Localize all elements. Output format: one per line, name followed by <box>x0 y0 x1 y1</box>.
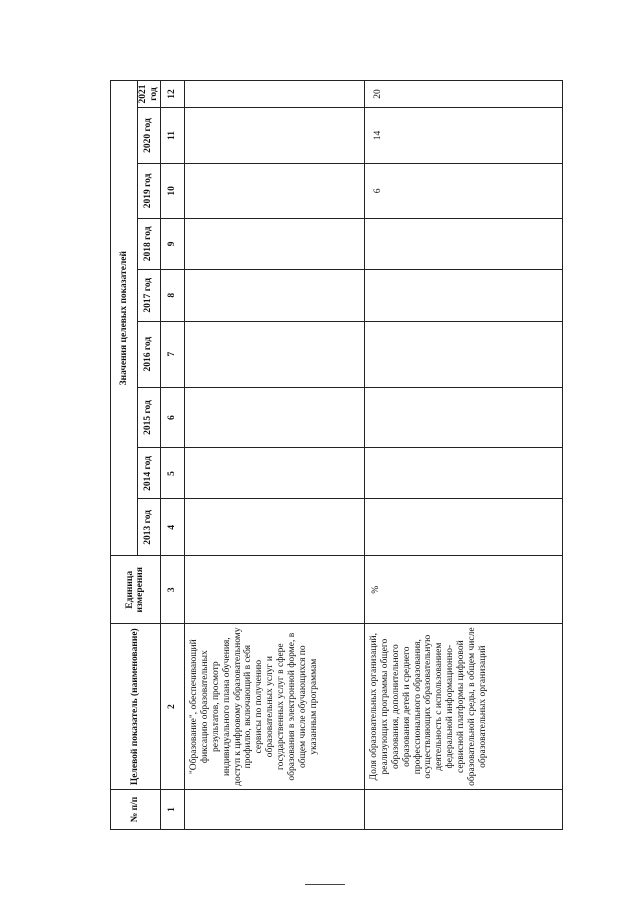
header-values-group: Значения целевых показателей <box>111 81 138 556</box>
value-cell <box>184 81 364 108</box>
table-row <box>364 81 562 830</box>
rotated-landscape-page <box>110 80 540 830</box>
value-cell <box>184 108 364 164</box>
column-number: 12 <box>160 81 184 108</box>
target-indicators-table <box>110 80 563 830</box>
row-num <box>184 790 364 830</box>
header-year: 2013 год <box>138 499 161 556</box>
header-unit: Единица измерения <box>111 556 161 624</box>
value-cell <box>184 499 364 556</box>
column-number: 4 <box>160 499 184 556</box>
value-cell: 6 <box>364 163 562 218</box>
column-number: 5 <box>160 448 184 499</box>
value-cell <box>184 448 364 499</box>
header-year: 2017 год <box>138 269 161 321</box>
column-number: 1 <box>160 790 184 830</box>
header-year: 2014 год <box>138 448 161 499</box>
value-cell <box>184 269 364 321</box>
header-year: 2021 год <box>138 81 161 108</box>
indicator-text: Доля образовательных организаций, реализующих программы общего образования, дополнительного образования детей и среднего профессионального образования, осуществляющих образовательную деятельность с использованием федеральной информационно-сервисной платформы цифровой образовательной среды, в общем числе образовательных организаций <box>364 624 562 790</box>
value-cell: 20 <box>364 81 562 108</box>
row-unit <box>184 556 364 624</box>
header-year: 2019 год <box>138 163 161 218</box>
value-cell <box>364 448 562 499</box>
column-number: 8 <box>160 269 184 321</box>
column-number: 6 <box>160 387 184 448</box>
header-year: 2020 год <box>138 108 161 164</box>
table-row <box>184 81 364 830</box>
column-number: 7 <box>160 321 184 387</box>
value-cell: 14 <box>364 108 562 164</box>
value-cell <box>184 163 364 218</box>
value-cell <box>364 499 562 556</box>
indicator-text: "Образование", обеспечивающий фиксацию образовательных результатов, просмотр индивидуального плана обучения, доступ к цифровому образовательному профилю, включающий в себя сервисы по получению образовательных услуг и государственных услуг в сфере образования в электронной форме, в общем числе обучающихся по указанным программам <box>184 624 364 790</box>
column-number: 3 <box>160 556 184 624</box>
header-year: 2016 год <box>138 321 161 387</box>
row-unit: % <box>364 556 562 624</box>
value-cell <box>184 321 364 387</box>
value-cell <box>184 218 364 269</box>
value-cell <box>364 269 562 321</box>
value-cell <box>364 321 562 387</box>
value-cell <box>364 387 562 448</box>
header-year: 2018 год <box>138 218 161 269</box>
value-cell <box>184 387 364 448</box>
row-num <box>364 790 562 830</box>
header-year: 2015 год <box>138 387 161 448</box>
header-num: № п/п <box>111 790 161 830</box>
column-number: 11 <box>160 108 184 164</box>
column-number: 10 <box>160 163 184 218</box>
header-indicator: Целевой показатель (наименование) <box>111 624 161 790</box>
value-cell <box>364 218 562 269</box>
column-number: 2 <box>160 624 184 790</box>
column-number: 9 <box>160 218 184 269</box>
footer-line <box>305 884 345 885</box>
